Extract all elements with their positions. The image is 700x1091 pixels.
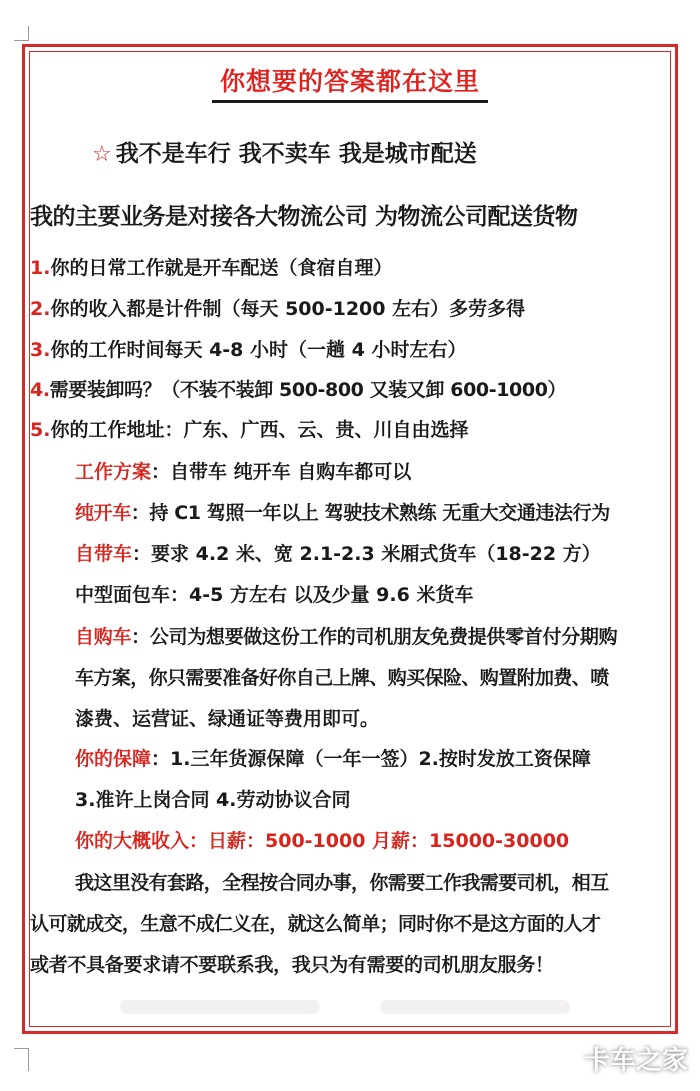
item-text: 你的工作时间每天 4-8 小时（一趟 4 小时左右）	[50, 339, 467, 361]
list-item	[30, 253, 392, 280]
list-item	[30, 375, 566, 402]
title-container	[0, 62, 700, 103]
item-number: 2.	[30, 298, 51, 320]
van-line: 中型面包车：4-5 方左右 以及少量 9.6 米货车	[75, 584, 474, 606]
crop-mark-bottom-left	[14, 1048, 29, 1071]
item-text: 你的工作地址：广东、广西、云、贵、川自由选择	[50, 419, 469, 441]
own-label: 自带车	[75, 543, 133, 565]
item-number: 4.	[30, 379, 50, 401]
buy-line-2: 车方案，你只需要准备好你自己上牌、购买保险、购置附加费、喷	[75, 667, 609, 689]
closing-line-1: 我这里没有套路，全程按合同办事，你需要工作我需要司机，相互	[75, 872, 609, 894]
item-number: 3.	[30, 339, 51, 361]
list-item	[30, 335, 466, 362]
plan-line	[75, 457, 411, 484]
subheadline: 我的主要业务是对接各大物流公司 为物流公司配送货物	[30, 204, 578, 230]
own-line	[75, 539, 601, 566]
star-icon: ☆	[92, 142, 112, 167]
item-text: 需要装卸吗？（不装不装卸 500-800 又装又卸 600-1000）	[49, 379, 567, 401]
item-number: 1.	[30, 257, 51, 279]
buy-text: ：公司为想要做这份工作的司机朋友免费提供零首付分期购	[131, 626, 618, 648]
headline	[92, 135, 477, 168]
headline-text: 我不是车行 我不卖车 我是城市配送	[115, 141, 477, 167]
pure-label: 纯开车	[75, 502, 131, 524]
closing-line-3: 或者不具备要求请不要联系我，我只为有需要的司机朋友服务！	[30, 954, 554, 976]
buy-line-3: 漆费、运营证、绿通证等费用即可。	[75, 708, 380, 730]
plan-label: 工作方案	[75, 461, 152, 483]
guarantee-label: 你的保障	[75, 748, 152, 770]
pure-text: ：持 C1 驾照一年以上 驾驶技术熟练 无重大交通违法行为	[130, 502, 610, 524]
guarantee-line-1	[75, 744, 591, 771]
guarantee-line-2: 3.准许上岗合同 4.劳动协议合同	[75, 789, 351, 811]
closing-line-2: 认可就成交，生意不成仁义在，就这么简单；同时你不是这方面的人才	[30, 913, 601, 935]
redacted-area	[120, 1000, 320, 1014]
redacted-area	[380, 1000, 570, 1014]
page-title: 你想要的答案都在这里	[212, 62, 488, 103]
list-item	[30, 415, 468, 442]
income-line: 你的大概收入：日薪：500-1000 月薪：15000-30000	[75, 830, 570, 852]
item-text: 你的收入都是计件制（每天 500-1200 左右）多劳多得	[50, 298, 526, 320]
list-item	[30, 294, 525, 321]
item-text: 你的日常工作就是开车配送（食宿自理）	[50, 257, 393, 279]
plan-text: ：自带车 纯开车 自购车都可以	[151, 461, 412, 483]
buy-line-1	[75, 622, 617, 649]
guarantee-text: ：1.三年货源保障（一年一签）2.按时发放工资保障	[151, 748, 591, 770]
own-text: ：要求 4.2 米、宽 2.1-2.3 米厢式货车（18-22 方）	[132, 543, 601, 565]
pure-line	[75, 498, 610, 525]
buy-label: 自购车	[75, 626, 132, 648]
item-number: 5.	[30, 419, 51, 441]
watermark-logo: 卡车之家	[583, 1046, 688, 1076]
crop-mark-top-left	[14, 26, 29, 41]
